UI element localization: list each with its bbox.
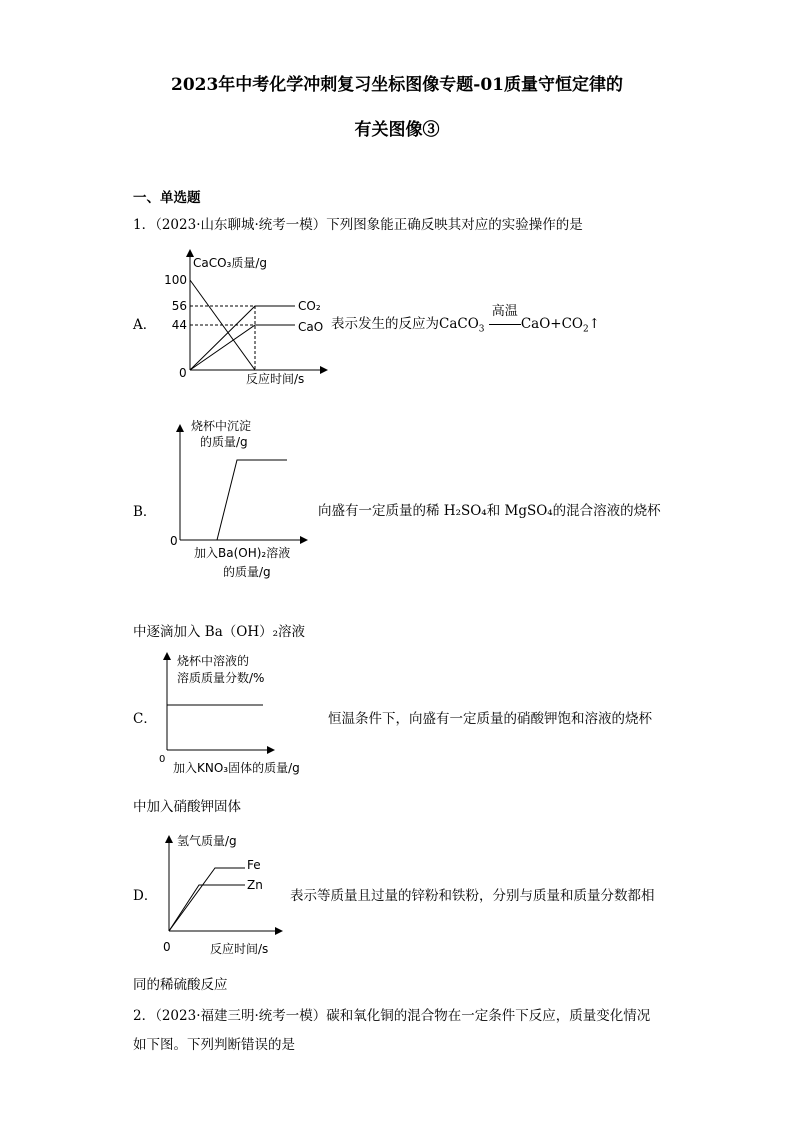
chart-b-xlabel2: 的质量/g — [223, 565, 271, 579]
chart-a-series-co2: CO₂ — [298, 299, 321, 313]
question-1-stem: 1．（2023·山东聊城·统考一模）下列图象能正确反映其对应的实验操作的是 — [133, 217, 583, 233]
option-d-description-line1: 表示等质量且过量的锌粉和铁粉，分别与质量和质量分数都相 — [290, 888, 655, 904]
option-b-description-line2: 中逐滴加入 Ba（OH）₂溶液 — [133, 624, 306, 640]
chart-b-origin: 0 — [170, 534, 178, 548]
option-b-description-line1: 向盛有一定质量的稀 H₂SO₄和 MgSO₄的混合溶液的烧杯 — [318, 503, 661, 519]
chart-b-xlabel1: 加入Ba(OH)₂溶液 — [194, 546, 291, 560]
chart-c-ylabel2: 溶质质量分数/% — [177, 671, 265, 685]
chart-a-origin: 0 — [179, 366, 187, 380]
reaction-condition: 高温 — [491, 304, 518, 319]
option-a-letter: A． — [133, 317, 157, 333]
chart-c-y-arrow — [163, 652, 171, 660]
option-c-description-line1: 恒温条件下，向盛有一定质量的硝酸钾饱和溶液的烧杯 — [328, 711, 652, 727]
chart-a-ytick-44: 44 — [171, 318, 187, 332]
chart-b-ylabel1: 烧杯中沉淀 — [191, 419, 252, 433]
chart-b-y-arrow — [176, 424, 184, 432]
chart-d-series-zn: Zn — [247, 878, 263, 892]
option-b-letter: B． — [133, 504, 157, 520]
chart-c-ylabel1: 烧杯中溶液的 — [177, 654, 250, 668]
chart-a-co2-line — [190, 306, 295, 370]
chart-a-x-arrow — [320, 366, 328, 374]
chart-c — [155, 650, 335, 780]
chart-a-series-cao: CaO — [298, 320, 324, 334]
chart-a-ylabel: CaCO₃质量/g — [193, 256, 268, 270]
chart-b-ylabel2: 的质量/g — [200, 435, 248, 449]
question-2-stem-line1: 2．（2023·福建三明·统考一模）碳和氧化铜的混合物在一定条件下反应，质量变化情况 — [133, 1008, 651, 1024]
chart-b-x-arrow — [300, 536, 308, 544]
chart-b — [160, 410, 330, 585]
chart-d-fe-line — [169, 868, 245, 931]
chart-c-origin: 0 — [159, 754, 166, 765]
chart-a-xlabel: 反应时间/s — [246, 372, 305, 386]
chart-b-precipitate-line — [217, 460, 287, 540]
page-title-line1: 2023年中考化学冲刺复习坐标图像专题-01质量守恒定律的 — [170, 75, 624, 95]
chart-d-zn-line — [169, 885, 245, 931]
chart-d-series-fe: Fe — [247, 858, 261, 872]
chart-c-xlabel: 加入KNO₃固体的质量/g — [173, 761, 300, 775]
chart-d-x-arrow — [275, 927, 283, 935]
section-heading: 一、单选题 — [133, 190, 201, 206]
question-2-stem-line2: 如下图。下列判断错误的是 — [133, 1037, 295, 1053]
chart-d-origin: 0 — [163, 940, 171, 954]
chart-d-xlabel: 反应时间/s — [210, 942, 269, 956]
option-c-letter: C． — [133, 711, 157, 727]
option-c-description-line2: 中加入硝酸钾固体 — [133, 799, 241, 815]
chart-a-ytick-100: 100 — [164, 273, 187, 287]
chart-a-cao-line — [190, 325, 295, 370]
chart-c-x-arrow — [267, 746, 275, 754]
option-d-letter: D． — [133, 888, 158, 904]
page-title-line2: 有关图像③ — [354, 120, 440, 140]
option-d-description-line2: 同的稀硫酸反应 — [133, 977, 228, 993]
chart-a — [160, 245, 340, 390]
chart-a-ytick-56: 56 — [171, 299, 187, 313]
chart-d-y-arrow — [165, 835, 173, 843]
option-a-description: 表示发生的反应为CaCO$_3$ 高温 $CaO+CO_2↑$ — [331, 312, 600, 335]
chart-d-ylabel: 氢气质量/g — [177, 834, 237, 848]
